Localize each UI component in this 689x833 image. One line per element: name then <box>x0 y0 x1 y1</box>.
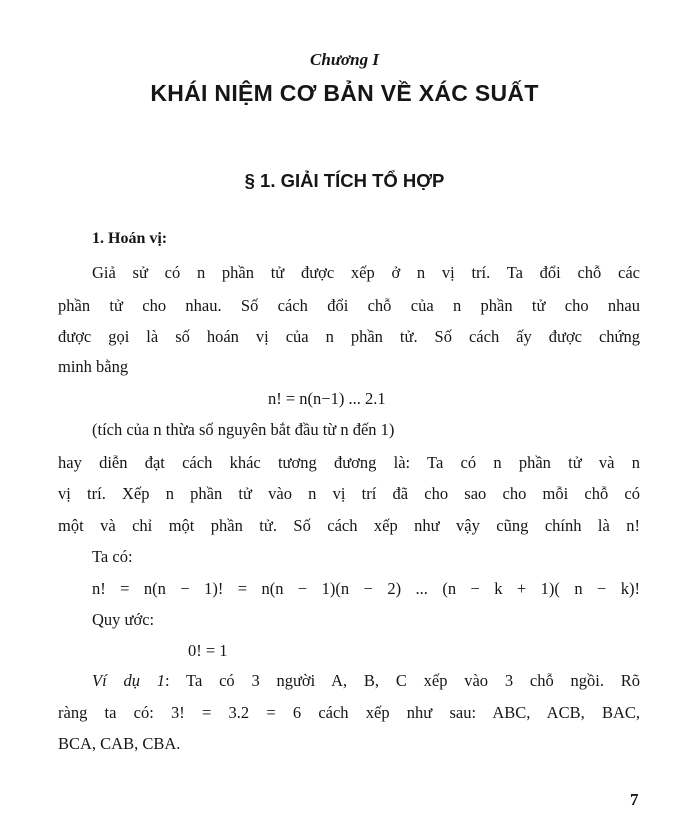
example-line <box>92 670 640 692</box>
paragraph-line: Ta có: <box>92 547 133 566</box>
zero-factorial-formula: 0! = 1 <box>188 641 228 660</box>
paragraph-line: được gọi là số hoán vị của n phần tử. Số cách ấy được chứng <box>58 327 640 346</box>
section-title: § 1. GIẢI TÍCH TỔ HỢP <box>244 170 445 191</box>
factorial-formula: n! = n(n−1) ... 2.1 <box>268 389 386 408</box>
formula-note: (tích của n thừa số nguyên bắt đầu từ n đến 1) <box>92 420 395 439</box>
paragraph-line: vị trí. Xếp n phần tử vào n vị trí đã cho sao cho mỗi chỗ có <box>58 484 640 503</box>
page-number: 7 <box>630 790 639 809</box>
paragraph-line: phần tử cho nhau. Số cách đổi chỗ của n phần tử cho nhau <box>58 296 640 315</box>
convention-label: Quy ước: <box>92 610 155 629</box>
paragraph-line: minh bằng <box>58 357 129 376</box>
paragraph-line: hay diễn đạt cách khác tương đương là: Ta có n phần tử và n <box>58 453 640 472</box>
chapter-title: KHÁI NIỆM CƠ BẢN VỀ XÁC SUẤT <box>150 80 539 106</box>
paragraph-line: ràng ta có: 3! = 3.2 = 6 cách xếp như sau: ABC, ACB, BAC, <box>58 703 640 722</box>
paragraph-line: một và chỉ một phần tử. Số cách xếp như vậy cũng chính là n! <box>58 516 640 535</box>
subsection-heading: 1. Hoán vị: <box>92 230 168 247</box>
example-label: Ví dụ 1 <box>92 671 165 690</box>
chapter-label: Chương I <box>310 50 379 69</box>
example-text: : Ta có 3 người A, B, C xếp vào 3 chỗ ngồi. Rõ <box>164 671 640 690</box>
recurrence-formula: n! = n(n − 1)! = n(n − 1)(n − 2) ... (n − k + 1)( n − k)! <box>92 579 640 598</box>
paragraph-line: Giả sử có n phần tử được xếp ở n vị trí. Ta đổi chỗ các <box>92 263 640 282</box>
paragraph-line: BCA, CAB, CBA. <box>58 734 181 753</box>
